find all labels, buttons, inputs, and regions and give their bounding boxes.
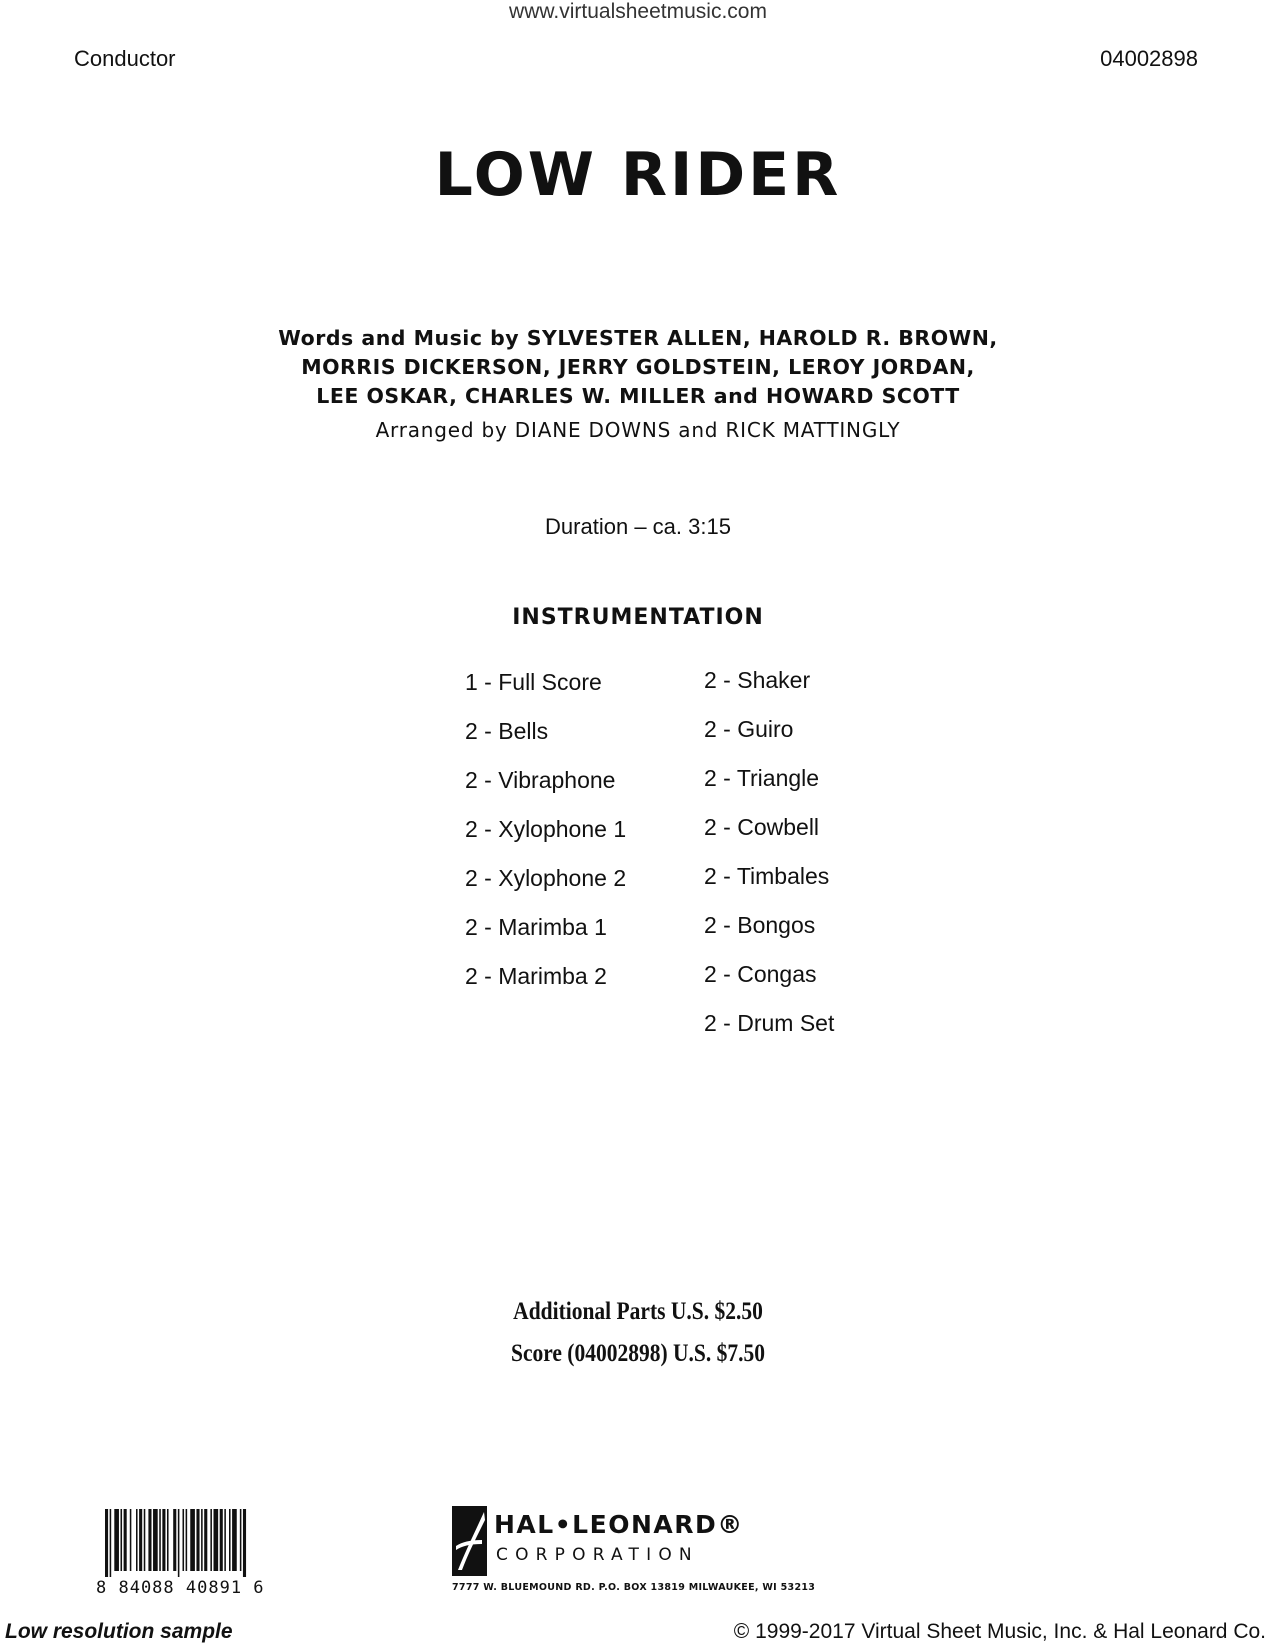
watermark-url: www.virtualsheetmusic.com — [509, 0, 767, 23]
publisher-address: 7777 W. BLUEMOUND RD. P.O. BOX 13819 MILWAUKEE, WI 53213 — [452, 1582, 816, 1593]
list-item: 2 - Xylophone 1 — [465, 816, 627, 842]
barcode — [105, 1509, 295, 1577]
publisher-corporation: CORPORATION — [496, 1545, 699, 1565]
barcode-bar — [229, 1509, 231, 1571]
barcode-bar — [144, 1509, 146, 1571]
barcode-bar — [183, 1509, 185, 1571]
barcode-bar — [190, 1509, 195, 1571]
list-item: 1 - Full Score — [465, 669, 602, 695]
barcode-bar — [153, 1509, 158, 1571]
list-item: 2 - Cowbell — [704, 814, 820, 840]
arranger-credit: Arranged by DIANE DOWNS and RICK MATTINGLY — [375, 418, 901, 442]
barcode-bar — [232, 1509, 237, 1571]
barcode-bar — [224, 1509, 226, 1571]
hal-leonard-logo-mark — [452, 1506, 487, 1576]
barcode-bar — [204, 1509, 207, 1571]
part-name: Conductor — [74, 46, 176, 71]
barcode-bar — [214, 1509, 219, 1571]
barcode-bar — [240, 1509, 242, 1571]
barcode-bar — [114, 1509, 119, 1571]
barcode-bar — [173, 1509, 176, 1571]
composer-credits — [0, 324, 1276, 411]
score-price: Score (04002898) U.S. $7.50 — [510, 1340, 765, 1367]
barcode-bar — [105, 1509, 108, 1577]
list-item: 2 - Triangle — [704, 765, 820, 791]
credits-line-1: Words and Music by SYLVESTER ALLEN, HAROLD R. BROWN, — [278, 326, 998, 350]
song-title: LOW RIDER — [434, 140, 842, 210]
barcode-bar — [167, 1509, 169, 1571]
additional-parts-price: Additional Parts U.S. $2.50 — [513, 1298, 763, 1325]
barcode-bar — [139, 1509, 142, 1571]
list-item: 2 - Bells — [465, 718, 549, 744]
barcode-bar — [186, 1509, 188, 1571]
barcode-bar — [196, 1509, 199, 1571]
barcode-bar — [110, 1509, 112, 1577]
copyright-notice: © 1999-2017 Virtual Sheet Music, Inc. & Hal Leonard Co. — [733, 1620, 1266, 1643]
barcode-bar — [121, 1509, 123, 1571]
catalog-number: 04002898 — [1100, 46, 1198, 71]
barcode-bar — [243, 1509, 246, 1577]
barcode-bar — [162, 1509, 165, 1571]
list-item: 2 - Marimba 2 — [465, 963, 607, 989]
credits-line-3: LEE OSKAR, CHARLES W. MILLER and HOWARD SCOTT — [316, 384, 960, 408]
list-item: 2 - Drum Set — [704, 1010, 835, 1036]
instrumentation-heading: INSTRUMENTATION — [512, 605, 764, 630]
barcode-bar — [201, 1509, 203, 1571]
list-item: 2 - Xylophone 2 — [465, 865, 627, 891]
list-item: 2 - Vibraphone — [465, 767, 616, 793]
list-item: 2 - Timbales — [704, 863, 830, 889]
low-resolution-notice: Low resolution sample — [5, 1620, 233, 1643]
list-item: 2 - Guiro — [704, 716, 794, 742]
barcode-bar — [178, 1509, 180, 1577]
list-item: 2 - Congas — [704, 961, 817, 987]
barcode-bar — [148, 1509, 151, 1571]
barcode-bar — [130, 1509, 132, 1571]
list-item: 2 - Bongos — [704, 912, 816, 938]
instrumentation-list-left — [465, 668, 626, 1011]
barcode-bar — [220, 1509, 223, 1571]
instrumentation-list-right — [704, 666, 834, 1058]
pricing — [89, 1291, 1186, 1375]
barcode-bar — [210, 1509, 212, 1571]
barcode-bar — [124, 1509, 127, 1571]
publisher-name: HAL•LEONARD® — [494, 1510, 744, 1539]
duration: Duration – ca. 3:15 — [545, 514, 731, 539]
barcode-bar — [136, 1509, 138, 1571]
list-item: 2 - Shaker — [704, 667, 811, 693]
credits-line-2: MORRIS DICKERSON, JERRY GOLDSTEIN, LEROY JORDAN, — [301, 355, 975, 379]
barcode-bar — [159, 1509, 161, 1571]
barcode-digits: 8 84088 40891 6 — [96, 1578, 265, 1598]
list-item: 2 - Marimba 1 — [465, 914, 607, 940]
